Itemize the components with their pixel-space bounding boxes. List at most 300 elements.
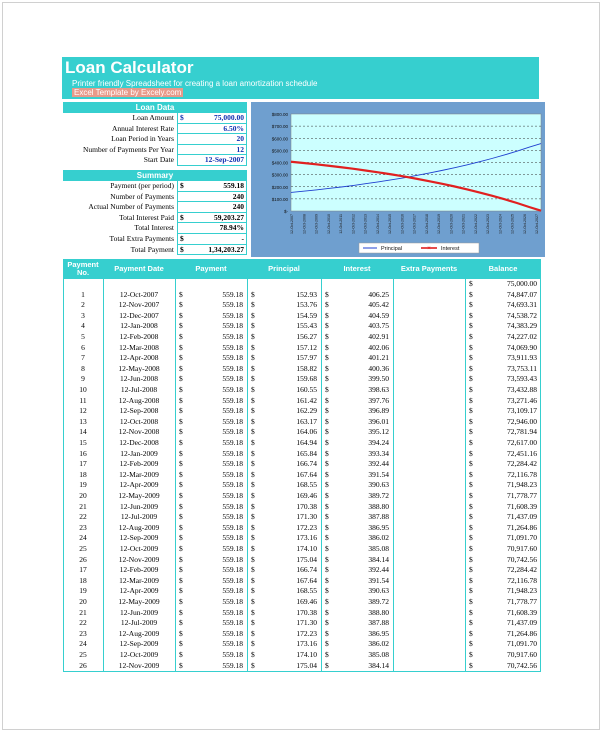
currency-symbol: $ xyxy=(325,533,329,543)
currency-symbol: $ xyxy=(469,597,473,606)
interest-cell: 386.95 xyxy=(368,522,389,532)
interest-cell: 402.91 xyxy=(368,332,389,341)
interest-cell: 398.63 xyxy=(368,385,389,394)
payment-date-cell: 12-Dec-2008 xyxy=(119,438,159,447)
interest-cell: 391.54 xyxy=(368,469,389,479)
currency-symbol: $ xyxy=(251,597,255,606)
currency-symbol: $ xyxy=(251,480,255,490)
balance-cell: 72,284.42 xyxy=(507,565,537,575)
x-tick-label: 12-Oct-2023 xyxy=(486,214,490,234)
interest-cell: 389.72 xyxy=(368,597,389,606)
currency-symbol: $ xyxy=(325,618,329,628)
kv-value[interactable] xyxy=(177,202,247,213)
payment-cell: 559.18 xyxy=(222,554,243,564)
kv-value-text: 1,34,203.27 xyxy=(208,244,244,254)
balance-cell: 71,778.77 xyxy=(507,597,537,606)
payment-no-cell: 6 xyxy=(81,342,85,352)
interest-cell: 406.25 xyxy=(368,289,389,299)
kv-row xyxy=(63,202,247,213)
payment-cell: 559.18 xyxy=(222,321,243,331)
legend-interest-label: Interest xyxy=(441,246,460,252)
currency-symbol: $ xyxy=(469,544,473,553)
x-tick-label: 12-Oct-2007 xyxy=(290,214,294,234)
currency-symbol: $ xyxy=(469,480,473,490)
interest-cell: 384.14 xyxy=(368,554,389,564)
payment-date-cell: 12-Oct-2008 xyxy=(119,416,159,426)
payment-date-cell: 12-Feb-2008 xyxy=(119,332,159,341)
principal-cell: 175.04 xyxy=(296,554,317,564)
payment-date-cell: 12-Oct-2009 xyxy=(119,544,159,553)
principal-cell: 174.10 xyxy=(296,650,317,659)
principal-cell: 174.10 xyxy=(296,544,317,553)
principal-cell: 171.30 xyxy=(296,618,317,628)
currency-symbol: $ xyxy=(179,448,183,458)
currency-symbol: $ xyxy=(469,639,473,649)
currency-symbol: $ xyxy=(179,416,183,426)
payment-cell: 559.18 xyxy=(222,628,243,638)
currency-symbol: $ xyxy=(469,395,473,405)
currency-symbol: $ xyxy=(325,427,329,437)
payment-cell: 559.18 xyxy=(222,342,243,352)
balance-cell: 72,116.78 xyxy=(507,469,537,479)
currency-symbol: $ xyxy=(179,363,183,373)
principal-cell: 157.12 xyxy=(296,342,317,352)
payment-cell: 559.18 xyxy=(222,618,243,628)
currency-symbol: $ xyxy=(179,618,183,628)
kv-value[interactable] xyxy=(177,213,247,224)
principal-header[interactable]: Principal xyxy=(268,264,300,273)
x-tick-label: 12-Oct-2026 xyxy=(522,214,527,234)
kv-value-text: 240 xyxy=(232,202,244,212)
interest-cell: 394.24 xyxy=(368,438,389,447)
currency-symbol: $ xyxy=(251,342,255,352)
payment-date-cell: 12-Mar-2009 xyxy=(119,469,159,479)
currency-symbol: $ xyxy=(179,310,183,320)
payment-cell: 559.18 xyxy=(222,385,243,394)
kv-row xyxy=(63,155,247,166)
payment-no-cell: 11 xyxy=(79,395,87,405)
currency-symbol: $ xyxy=(251,512,255,522)
y-tick-label: $700.00 xyxy=(271,124,288,130)
kv-value[interactable] xyxy=(177,245,247,256)
payment-date-cell: 12-Sep-2009 xyxy=(119,533,159,543)
interest-cell: 397.76 xyxy=(368,395,389,405)
currency-symbol: $ xyxy=(179,597,183,606)
interest-cell: 396.89 xyxy=(368,406,389,416)
principal-cell: 166.74 xyxy=(296,459,317,469)
x-tick-label: 12-Oct-2017 xyxy=(412,214,417,234)
payment-date-cell: 12-Feb-2009 xyxy=(119,565,159,575)
principal-cell: 172.23 xyxy=(296,628,317,638)
currency-symbol: $ xyxy=(179,554,183,564)
payment-cell: 559.18 xyxy=(222,607,243,617)
payment-date-cell: 12-Jul-2009 xyxy=(120,618,158,628)
balance-cell: 71,091.70 xyxy=(507,639,537,649)
interest-cell: 389.72 xyxy=(368,491,389,500)
kv-label: Total Interest xyxy=(134,223,174,233)
kv-value[interactable] xyxy=(177,223,247,234)
balance-cell: 73,753.11 xyxy=(507,363,537,373)
currency-symbol: $ xyxy=(325,416,329,426)
kv-row xyxy=(63,113,247,124)
payment-date-cell: 12-Dec-2007 xyxy=(119,310,159,320)
payment-cell: 559.18 xyxy=(222,310,243,320)
currency-symbol: $ xyxy=(251,438,255,447)
currency-symbol: $ xyxy=(179,533,183,543)
payment-cell: 559.18 xyxy=(222,416,243,426)
interest-cell: 387.88 xyxy=(368,512,389,522)
y-tick-label: $600.00 xyxy=(271,136,288,142)
kv-value[interactable] xyxy=(177,145,247,156)
currency-symbol: $ xyxy=(179,650,183,659)
currency-symbol: $ xyxy=(325,660,329,670)
payment-cell: 559.18 xyxy=(222,586,243,596)
currency-symbol: $ xyxy=(469,310,473,320)
payment-date-cell: 12-Oct-2007 xyxy=(119,289,159,299)
currency-symbol: $ xyxy=(251,395,255,405)
currency-symbol: $ xyxy=(325,300,329,310)
currency-symbol: $ xyxy=(251,363,255,373)
payment-cell: 559.18 xyxy=(222,575,243,585)
balance-cell: 72,617.00 xyxy=(507,438,537,447)
payment-no-cell: 26 xyxy=(79,660,87,670)
currency-symbol: $ xyxy=(251,660,255,670)
kv-row xyxy=(63,245,247,256)
interest-cell: 388.80 xyxy=(368,501,389,511)
payment-no-cell: 18 xyxy=(79,469,87,479)
payment-cell: 559.18 xyxy=(222,597,243,606)
kv-row xyxy=(63,192,247,203)
principal-cell: 162.29 xyxy=(296,406,317,416)
currency-symbol: $ xyxy=(325,438,329,447)
currency-symbol: $ xyxy=(251,353,255,363)
payment-no-cell: 22 xyxy=(79,618,87,628)
interest-cell: 386.95 xyxy=(368,628,389,638)
currency-symbol: $ xyxy=(325,385,329,394)
legend-interest-marker: × xyxy=(427,246,431,252)
payment-no-cell: 19 xyxy=(79,586,87,596)
currency-symbol: $ xyxy=(469,448,473,458)
currency-symbol: $ xyxy=(251,427,255,437)
currency-symbol: $ xyxy=(179,544,183,553)
kv-label: Number of Payments xyxy=(110,191,174,201)
x-tick-label: 12-Oct-2013 xyxy=(363,214,368,234)
principal-cell: 167.64 xyxy=(296,575,317,585)
currency-symbol: $ xyxy=(325,448,329,458)
kv-value[interactable] xyxy=(177,234,247,245)
excely-link[interactable]: Excel Template by Excely.com xyxy=(74,88,182,97)
kv-value-text: 75,000.00 xyxy=(214,113,244,122)
currency-symbol: $ xyxy=(251,406,255,416)
payment-date-cell: 12-Jun-2008 xyxy=(120,374,158,384)
y-tick-label: $300.00 xyxy=(271,172,288,178)
payment-cell: 559.18 xyxy=(222,459,243,469)
extra-payments-header[interactable]: Extra Payments xyxy=(400,264,458,273)
interest-header[interactable]: Interest xyxy=(343,264,371,273)
payment-date-cell: 12-Sep-2009 xyxy=(119,639,159,649)
balance-cell: 72,284.42 xyxy=(507,459,537,469)
currency-symbol: $ xyxy=(325,332,329,341)
currency-symbol: $ xyxy=(325,342,329,352)
balance-cell: 72,116.78 xyxy=(507,575,537,585)
interest-cell: 404.59 xyxy=(368,310,389,320)
kv-label: Total Extra Payments xyxy=(109,234,174,243)
currency-symbol: $ xyxy=(469,554,473,564)
interest-cell: 403.75 xyxy=(368,321,389,331)
currency-symbol: $ xyxy=(179,480,183,490)
currency-symbol: $ xyxy=(469,363,473,373)
currency-symbol: $ xyxy=(469,607,473,617)
currency-symbol: $ xyxy=(180,244,184,254)
currency-symbol: $ xyxy=(469,342,473,352)
currency-symbol: $ xyxy=(325,459,329,469)
kv-value[interactable] xyxy=(177,181,247,192)
currency-symbol: $ xyxy=(179,660,183,670)
currency-symbol: $ xyxy=(179,395,183,405)
kv-value-text: 59,203.27 xyxy=(214,212,244,222)
balance-cell: 72,451.16 xyxy=(507,448,537,458)
y-tick-label: $400.00 xyxy=(271,160,288,166)
column-divider xyxy=(540,279,541,671)
y-tick-label: $500.00 xyxy=(271,148,288,154)
currency-symbol: $ xyxy=(469,522,473,532)
chart-legend xyxy=(359,243,479,253)
currency-symbol: $ xyxy=(325,395,329,405)
currency-symbol: $ xyxy=(251,618,255,628)
balance-cell: 71,437.09 xyxy=(507,512,537,522)
payment-no-cell: 26 xyxy=(79,554,87,564)
kv-value[interactable] xyxy=(177,113,247,124)
interest-cell: 401.21 xyxy=(368,353,389,363)
interest-cell: 386.02 xyxy=(368,533,389,543)
currency-symbol: $ xyxy=(251,332,255,341)
interest-cell: 385.08 xyxy=(368,650,389,659)
balance-header[interactable]: Balance xyxy=(488,264,518,273)
payment-date-cell: 12-May-2009 xyxy=(118,491,160,500)
currency-symbol: $ xyxy=(251,321,255,331)
payment-cell: 559.18 xyxy=(222,448,243,458)
payment-no-cell: 17 xyxy=(79,565,87,575)
amortization-chart xyxy=(251,102,545,257)
payment-date-cell: 12-Apr-2009 xyxy=(119,480,159,490)
currency-symbol: $ xyxy=(251,469,255,479)
payment-header[interactable]: Payment xyxy=(195,264,227,273)
currency-symbol: $ xyxy=(469,565,473,575)
currency-symbol: $ xyxy=(469,660,473,670)
principal-cell: 161.42 xyxy=(296,395,317,405)
kv-label: Loan Amount xyxy=(132,113,174,122)
kv-label: Loan Period in Years xyxy=(111,134,174,144)
currency-symbol: $ xyxy=(251,374,255,384)
payment-no-cell: 16 xyxy=(79,448,87,458)
currency-symbol: $ xyxy=(325,639,329,649)
currency-symbol: $ xyxy=(179,321,183,331)
principal-cell: 175.04 xyxy=(296,660,317,670)
kv-value[interactable] xyxy=(177,134,247,145)
payment-date-cell: 12-May-2008 xyxy=(118,363,160,373)
currency-symbol: $ xyxy=(179,342,183,352)
interest-cell: 387.88 xyxy=(368,618,389,628)
kv-value[interactable] xyxy=(177,192,247,203)
kv-label: Start Date xyxy=(143,155,174,165)
currency-symbol: $ xyxy=(251,289,255,299)
x-tick-label: 12-Oct-2020 xyxy=(449,214,454,234)
balance-cell: 71,948.23 xyxy=(507,586,537,596)
payment-no-cell: 1 xyxy=(81,289,85,299)
principal-cell: 156.27 xyxy=(296,332,317,341)
currency-symbol: $ xyxy=(325,575,329,585)
currency-symbol: $ xyxy=(251,650,255,659)
currency-symbol: $ xyxy=(251,416,255,426)
balance-cell: 71,948.23 xyxy=(507,480,537,490)
currency-symbol: $ xyxy=(469,332,473,341)
principal-cell: 157.97 xyxy=(296,353,317,363)
payment-no-cell: 4 xyxy=(81,321,85,331)
column-divider xyxy=(393,279,394,671)
kv-value[interactable] xyxy=(177,155,247,166)
payment-date-cell: 12-Jun-2009 xyxy=(120,501,158,511)
payment-date-header[interactable]: Payment Date xyxy=(114,264,164,273)
currency-symbol: $ xyxy=(325,628,329,638)
payment-cell: 559.18 xyxy=(222,332,243,341)
interest-cell: 395.12 xyxy=(368,427,389,437)
payment-date-cell: 12-May-2009 xyxy=(118,597,160,606)
currency-symbol: $ xyxy=(325,501,329,511)
currency-symbol: $ xyxy=(180,181,184,190)
currency-symbol: $ xyxy=(179,628,183,638)
payment-no-cell: 12 xyxy=(79,406,87,416)
principal-cell: 169.46 xyxy=(296,491,317,500)
principal-cell: 159.68 xyxy=(296,374,317,384)
currency-symbol: $ xyxy=(179,438,183,447)
payment-no-cell: 24 xyxy=(79,533,87,543)
payment-cell: 559.18 xyxy=(222,533,243,543)
currency-symbol: $ xyxy=(469,279,473,288)
currency-symbol: $ xyxy=(469,416,473,426)
currency-symbol: $ xyxy=(251,533,255,543)
currency-symbol: $ xyxy=(325,607,329,617)
payment-no-cell: 25 xyxy=(79,650,87,659)
principal-cell: 167.64 xyxy=(296,469,317,479)
currency-symbol: $ xyxy=(325,469,329,479)
currency-symbol: $ xyxy=(179,353,183,363)
currency-symbol: $ xyxy=(469,289,473,299)
currency-symbol: $ xyxy=(251,554,255,564)
payment-cell: 559.18 xyxy=(222,353,243,363)
payment-cell: 559.18 xyxy=(222,469,243,479)
payment-no-cell: 21 xyxy=(79,501,87,511)
payment-no-cell: 23 xyxy=(79,522,87,532)
kv-value-text: 6.50% xyxy=(223,123,244,133)
balance-cell: 74,227.02 xyxy=(507,332,537,341)
balance-cell: 74,538.72 xyxy=(507,310,537,320)
x-tick-label: 12-Oct-2011 xyxy=(339,214,343,234)
principal-cell: 173.16 xyxy=(296,639,317,649)
payment-date-cell: 12-Jan-2008 xyxy=(120,321,158,331)
currency-symbol: $ xyxy=(179,575,183,585)
currency-symbol: $ xyxy=(251,300,255,310)
payment-no-cell: 20 xyxy=(79,597,87,606)
currency-symbol: $ xyxy=(469,300,473,310)
currency-symbol: $ xyxy=(325,554,329,564)
interest-cell: 399.50 xyxy=(368,374,389,384)
currency-symbol: $ xyxy=(179,385,183,394)
currency-symbol: $ xyxy=(179,300,183,310)
balance-cell: 70,742.56 xyxy=(507,660,537,670)
interest-cell: 390.63 xyxy=(368,480,389,490)
currency-symbol: $ xyxy=(251,639,255,649)
balance-cell: 74,069.90 xyxy=(507,342,537,352)
loan-data-heading: Loan Data xyxy=(63,102,247,113)
currency-symbol: $ xyxy=(325,565,329,575)
currency-symbol: $ xyxy=(469,385,473,394)
interest-cell: 391.54 xyxy=(368,575,389,585)
currency-symbol: $ xyxy=(325,597,329,606)
payment-date-cell: 12-Jul-2009 xyxy=(120,512,158,522)
balance-cell: 74,847.07 xyxy=(507,289,537,299)
payment-no-cell: 8 xyxy=(81,363,85,373)
interest-cell: 392.44 xyxy=(368,565,389,575)
currency-symbol: $ xyxy=(469,427,473,437)
kv-row xyxy=(63,213,247,224)
balance-cell: 71,608.39 xyxy=(507,501,537,511)
balance-cell: 72,946.00 xyxy=(507,416,537,426)
interest-cell: 400.36 xyxy=(368,363,389,373)
payment-date-cell: 12-Aug-2008 xyxy=(118,395,160,405)
interest-cell: 405.42 xyxy=(368,300,389,310)
currency-symbol: $ xyxy=(179,586,183,596)
principal-cell: 171.30 xyxy=(296,512,317,522)
x-tick-label: 12-Oct-2024 xyxy=(498,214,503,234)
principal-cell: 168.55 xyxy=(296,586,317,596)
balance-cell: 70,742.56 xyxy=(507,554,537,564)
currency-symbol: $ xyxy=(251,448,255,458)
kv-value[interactable] xyxy=(177,124,247,135)
currency-symbol: $ xyxy=(251,575,255,585)
payment-date-cell: 12-Mar-2008 xyxy=(119,342,159,352)
currency-symbol: $ xyxy=(325,491,329,500)
table-header xyxy=(63,259,541,279)
currency-symbol: $ xyxy=(469,618,473,628)
payment-date-cell: 12-Nov-2009 xyxy=(118,554,160,564)
kv-value-text: 559.18 xyxy=(223,181,244,190)
opening-balance: 75,000.00 xyxy=(507,279,537,288)
balance-cell: 72,781.94 xyxy=(507,427,537,437)
currency-symbol: $ xyxy=(180,212,184,222)
balance-cell: 71,437.09 xyxy=(507,618,537,628)
currency-symbol: $ xyxy=(179,522,183,532)
currency-symbol: $ xyxy=(251,491,255,500)
currency-symbol: $ xyxy=(325,544,329,553)
table-bottom-line xyxy=(63,671,541,672)
currency-symbol: $ xyxy=(179,491,183,500)
payment-cell: 559.18 xyxy=(222,374,243,384)
currency-symbol: $ xyxy=(469,374,473,384)
x-tick-label: 12-Oct-2025 xyxy=(510,214,515,234)
payment-no-header[interactable]: Payment No. xyxy=(67,260,99,277)
payment-date-cell: 12-Jan-2009 xyxy=(120,448,158,458)
balance-cell: 73,911.93 xyxy=(507,353,537,363)
payment-cell: 559.18 xyxy=(222,480,243,490)
currency-symbol: $ xyxy=(179,501,183,511)
balance-cell: 74,383.29 xyxy=(507,321,537,331)
principal-cell: 153.76 xyxy=(296,300,317,310)
balance-cell: 73,109.17 xyxy=(507,406,537,416)
kv-value-text: 12 xyxy=(236,144,244,154)
page-subtitle: Printer friendly Spreadsheet for creating a loan amortization schedule xyxy=(72,79,318,88)
kv-value-text: 240 xyxy=(232,191,244,201)
payment-cell: 559.18 xyxy=(222,650,243,659)
